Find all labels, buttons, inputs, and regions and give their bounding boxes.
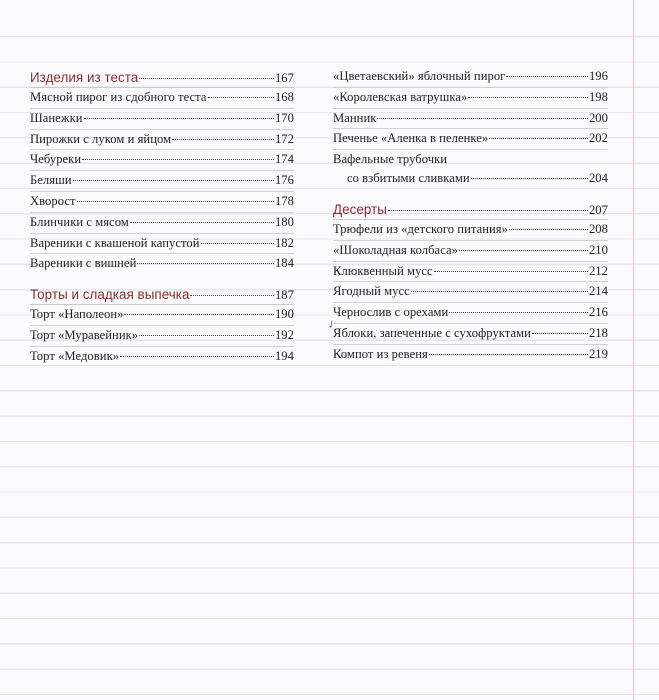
dot-leader (388, 210, 588, 211)
section-gap (30, 274, 294, 284)
dot-leader (139, 78, 274, 79)
entry-title: Клюквенный мусс (333, 263, 433, 278)
dot-leader (429, 354, 588, 355)
entry-title: Беляши (30, 173, 72, 188)
toc-entry-line-1[interactable] (333, 150, 608, 169)
entry-title: Блинчики с мясом (30, 214, 129, 229)
toc-entry[interactable] (30, 305, 294, 326)
dot-leader (411, 291, 588, 292)
entry-title: Торт «Муравейник» (30, 327, 139, 342)
toc-entry[interactable] (30, 150, 294, 171)
toc-section-heading[interactable] (333, 199, 608, 220)
toc-entry[interactable] (30, 171, 294, 192)
entry-title: Чернослив с орехами (333, 305, 449, 320)
page-margin-rule (633, 0, 634, 700)
entry-title: Торт «Медовик» (30, 348, 120, 363)
toc-entry[interactable] (30, 109, 294, 130)
page-number: 176 (274, 173, 294, 188)
dot-leader (84, 118, 274, 119)
dot-leader (130, 222, 274, 223)
entry-title: Ягодный мусс (333, 284, 410, 299)
toc-entry[interactable] (30, 130, 294, 151)
toc-entry[interactable] (30, 326, 294, 347)
toc-entry[interactable] (30, 254, 294, 274)
page-number: 172 (274, 131, 294, 146)
page-number: 167 (274, 71, 294, 85)
entry-title: Печенье «Аленка в пеленке» (333, 131, 489, 146)
dot-leader (201, 243, 274, 244)
toc-entry[interactable] (30, 192, 294, 213)
entry-title: со взбитыми сливками (347, 171, 470, 186)
dot-leader (459, 250, 588, 251)
page-number: 168 (274, 90, 294, 104)
entry-title: Торт «Наполеон» (30, 307, 124, 322)
dot-leader (77, 201, 274, 202)
entry-title: Вареники с вишней (30, 256, 137, 271)
dot-leader (82, 159, 274, 160)
entry-title: Пирожки с луком и яйцом (30, 131, 172, 146)
dot-leader (509, 229, 588, 230)
entry-title: Чебуреки (30, 152, 82, 167)
dot-leader (377, 118, 588, 119)
section-title: Торты и сладкая выпечка (30, 287, 190, 303)
page-number: 187 (274, 288, 294, 303)
dot-leader (208, 97, 274, 98)
toc-section-heading[interactable] (30, 284, 294, 305)
dot-leader (532, 333, 588, 334)
page-number: 196 (588, 69, 608, 83)
page-number: 192 (274, 327, 294, 342)
entry-title: Хворост (30, 193, 76, 208)
dot-leader (190, 295, 273, 296)
entry-title: Шанежки (30, 110, 83, 125)
ink-mark: ✓ (324, 317, 339, 333)
section-title: Десерты (333, 201, 387, 217)
page-number: 194 (274, 348, 294, 363)
entry-title: Компот из ревеня (333, 346, 428, 361)
toc-entry-line-2[interactable] (333, 169, 608, 189)
entry-title: Мясной пирог из сдобного теста (30, 90, 207, 104)
toc-section-heading[interactable] (30, 67, 294, 88)
page-number: 210 (588, 242, 608, 257)
page-number: 208 (588, 221, 608, 236)
dot-leader (172, 139, 274, 140)
dot-leader (449, 312, 588, 313)
dot-leader (434, 271, 588, 272)
dot-leader (506, 76, 588, 77)
toc-entry[interactable] (30, 347, 294, 367)
page-number: 182 (274, 235, 294, 250)
page-number: 207 (588, 202, 608, 217)
page-number: 170 (274, 110, 294, 125)
page-number: 216 (588, 305, 608, 320)
toc-entry[interactable] (333, 67, 608, 88)
dot-leader (124, 314, 273, 315)
toc-entry[interactable] (333, 220, 608, 241)
toc-entry[interactable] (30, 213, 294, 234)
toc-entry[interactable] (333, 241, 608, 262)
page-number: 184 (274, 256, 294, 271)
toc-entry[interactable] (30, 88, 294, 109)
entry-title: Вареники с квашеной капустой (30, 235, 200, 250)
entry-title: «Королевская ватрушка» (333, 89, 468, 104)
toc-entry[interactable] (333, 88, 608, 109)
toc-right-column (333, 67, 608, 365)
page-number: 200 (588, 110, 608, 125)
page-number: 178 (274, 193, 294, 208)
toc-entry[interactable] (333, 109, 608, 130)
dot-leader (489, 138, 588, 139)
dot-leader (73, 180, 274, 181)
entry-title: «Шоколадная колбаса» (333, 242, 458, 257)
page-number: 190 (274, 307, 294, 322)
page-number: 174 (274, 152, 294, 167)
page-number: 214 (588, 284, 608, 299)
section-gap (333, 189, 608, 199)
toc-entry[interactable] (333, 262, 608, 283)
entry-title: Трюфели из «детского питания» (333, 221, 508, 236)
entry-title: Манник (333, 110, 377, 125)
page-number: 212 (588, 263, 608, 278)
toc-left-column (30, 67, 294, 367)
section-title: Изделия из теста (30, 70, 139, 85)
toc-entry[interactable] (30, 234, 294, 255)
dot-leader (468, 97, 588, 98)
toc-entry[interactable] (333, 303, 608, 324)
toc-entry[interactable] (333, 282, 608, 303)
page-number: 218 (588, 325, 608, 340)
page-number: 204 (588, 171, 608, 186)
entry-title: Яблоки, запеченные с сухофруктами (333, 325, 531, 340)
dot-leader (471, 178, 588, 179)
toc-entry[interactable] (333, 129, 608, 150)
page-number: 219 (588, 346, 608, 361)
entry-title: «Цветаевский» яблочный пирог (333, 69, 506, 83)
page-number: 198 (588, 89, 608, 104)
dot-leader (139, 335, 274, 336)
toc-entry[interactable] (333, 324, 608, 345)
dot-leader (120, 356, 274, 357)
page-number: 202 (588, 131, 608, 146)
toc-entry[interactable] (333, 345, 608, 365)
page-number: 180 (274, 214, 294, 229)
entry-title: Вафельные трубочки (333, 152, 448, 167)
dot-leader (137, 263, 274, 264)
